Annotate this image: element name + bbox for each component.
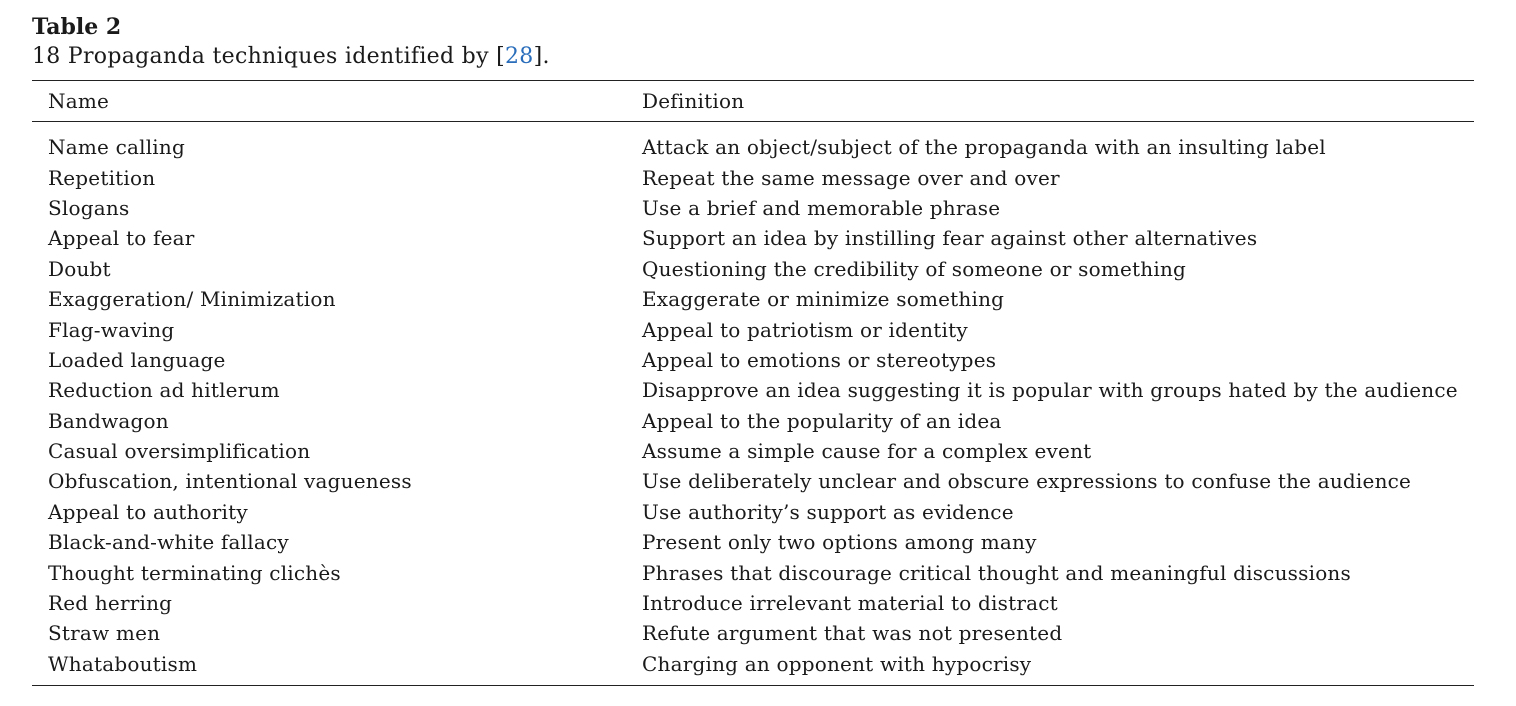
- table-block: [32, 12, 1474, 686]
- caption-text: 18 Propaganda techniques identified by [: [32, 44, 505, 69]
- technique-definition: Phrases that discourage critical thought and meaningful discussions: [642, 560, 1351, 585]
- table-row: [32, 406, 1474, 436]
- table-row: [32, 345, 1474, 375]
- technique-name: Obfuscation, intentional vagueness: [48, 469, 412, 494]
- technique-definition: Present only two options among many: [642, 530, 1037, 555]
- technique-name: Black-and-white fallacy: [48, 530, 289, 555]
- technique-definition: Support an idea by instilling fear against other alternatives: [642, 226, 1258, 251]
- technique-name: Straw men: [48, 621, 161, 646]
- technique-name: Loaded language: [48, 347, 226, 372]
- technique-name: Whataboutism: [48, 651, 198, 676]
- table-row: [32, 527, 1474, 557]
- technique-definition: Attack an object/subject of the propaganda with an insulting label: [642, 135, 1326, 160]
- technique-name: Bandwagon: [48, 408, 169, 433]
- table-row: [32, 122, 1474, 163]
- technique-definition: Appeal to the popularity of an idea: [642, 408, 1002, 433]
- table-label: Table 2: [32, 14, 122, 40]
- technique-definition: Use deliberately unclear and obscure expressions to confuse the audience: [642, 469, 1412, 494]
- technique-definition: Repeat the same message over and over: [642, 165, 1060, 190]
- table-row: [32, 284, 1474, 314]
- techniques-table: [32, 80, 1474, 686]
- technique-name: Flag-waving: [48, 317, 175, 342]
- technique-definition: Appeal to emotions or stereotypes: [642, 347, 997, 372]
- table-row: [32, 588, 1474, 618]
- table-row: [32, 375, 1474, 405]
- technique-name: Exaggeration/ Minimization: [48, 287, 336, 312]
- technique-definition: Introduce irrelevant material to distract: [642, 591, 1058, 616]
- technique-definition: Use authority’s support as evidence: [642, 499, 1014, 524]
- technique-definition: Questioning the credibility of someone or something: [642, 256, 1187, 281]
- technique-definition: Appeal to patriotism or identity: [642, 317, 968, 342]
- technique-name: Red herring: [48, 591, 173, 616]
- technique-name: Repetition: [48, 165, 156, 190]
- column-header-definition: Definition: [642, 89, 745, 113]
- table-row: [32, 223, 1474, 253]
- table-row: [32, 497, 1474, 527]
- technique-name: Doubt: [48, 256, 111, 281]
- technique-definition: Disapprove an idea suggesting it is popular with groups hated by the audience: [642, 378, 1458, 403]
- table-row: [32, 162, 1474, 192]
- technique-name: Reduction ad hitlerum: [48, 378, 280, 403]
- technique-definition: Exaggerate or minimize something: [642, 287, 1005, 312]
- table-body: [32, 122, 1474, 686]
- technique-name: Appeal to fear: [48, 226, 195, 251]
- table-row: [32, 618, 1474, 648]
- technique-name: Slogans: [48, 195, 130, 220]
- column-header-name: Name: [48, 89, 110, 113]
- table-row: [32, 436, 1474, 466]
- table-caption: [32, 42, 1474, 72]
- technique-name: Casual oversimplification: [48, 439, 311, 464]
- table-row: [32, 649, 1474, 686]
- technique-definition: Refute argument that was not presented: [642, 621, 1063, 646]
- technique-name: Name calling: [48, 135, 185, 160]
- table-row: [32, 254, 1474, 284]
- header-row: [32, 81, 1474, 122]
- table-row: [32, 466, 1474, 496]
- table-row: [32, 193, 1474, 223]
- technique-definition: Charging an opponent with hypocrisy: [642, 651, 1032, 676]
- technique-definition: Assume a simple cause for a complex event: [642, 439, 1092, 464]
- table-row: [32, 557, 1474, 587]
- technique-definition: Use a brief and memorable phrase: [642, 195, 1001, 220]
- table-row: [32, 314, 1474, 344]
- technique-name: Appeal to authority: [48, 499, 248, 524]
- caption-suffix: ].: [533, 44, 550, 69]
- technique-name: Thought terminating clichès: [48, 560, 341, 585]
- citation-link[interactable]: 28: [504, 44, 534, 69]
